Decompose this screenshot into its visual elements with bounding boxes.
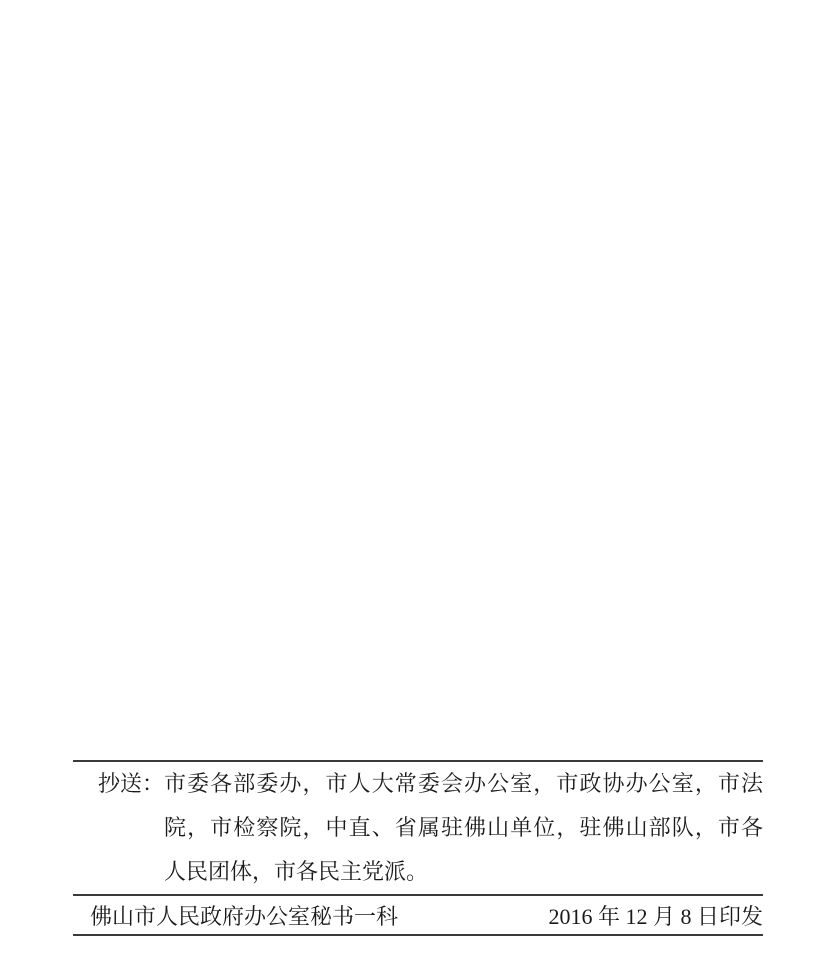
print-date: 2016 年 12 月 8 日印发 [548, 903, 763, 929]
cc-line-1: 市委各部委办，市人大常委会办公室，市政协办公室，市法 [164, 771, 763, 796]
footer-row [73, 896, 763, 934]
issuer-name: 佛山市人民政府办公室秘书一科 [90, 903, 399, 929]
cc-line-2: 院，市检察院，中直、省属驻佛山单位，驻佛山部队，市各 [164, 815, 763, 840]
divider-bottom [73, 934, 763, 936]
cc-row-first [98, 762, 763, 806]
cc-label: 抄送： [98, 771, 165, 796]
cc-section [73, 762, 763, 894]
cc-footer-block [73, 760, 763, 936]
cc-line-3: 人民团体，市各民主党派。 [164, 859, 429, 884]
